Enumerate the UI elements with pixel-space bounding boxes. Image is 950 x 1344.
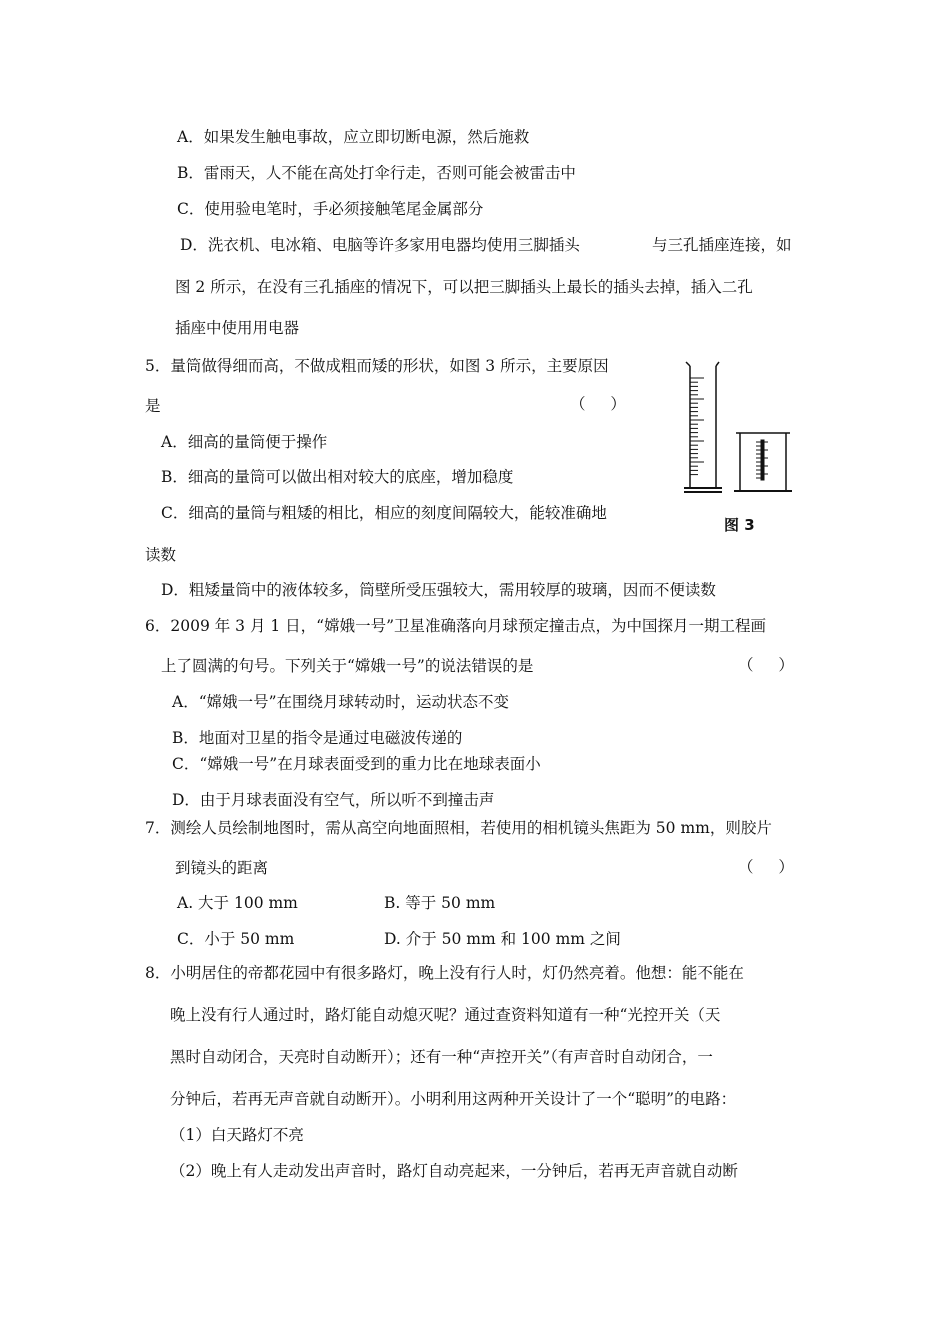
short-cylinder-scale xyxy=(756,440,768,480)
q6-option-b: B．地面对卫星的指令是通过电磁波传递的 xyxy=(172,729,463,747)
q4-option-c: C．使用验电笔时，手必须接触笔尾金属部分 xyxy=(177,200,484,218)
q8-condition-1: （1）白天路灯不亮 xyxy=(170,1126,304,1144)
q7-answer-blank: （ ） xyxy=(738,858,804,876)
q5-answer-blank: （ ） xyxy=(570,395,636,413)
tall-cylinder-scale xyxy=(690,378,704,475)
q4-option-a: A．如果发生触电事故，应立即切断电源，然后施救 xyxy=(177,128,530,146)
q8-line1: 8．小明居住的帝都花园中有很多路灯，晚上没有行人时，灯仍然亮着。他想：能不能在 xyxy=(145,964,744,982)
q5-stem-line2: 是 xyxy=(145,397,161,415)
q4-option-d-line1-end: 与三孔插座连接，如 xyxy=(652,236,792,254)
figure-3-measuring-cylinders xyxy=(682,360,802,500)
q8-condition-2: （2）晚上有人走动发出声音时，路灯自动亮起来，一分钟后，若再无声音就自动断 xyxy=(170,1162,738,1180)
q8-line3: 黑时自动闭合，天亮时自动断开）；还有一种“声控开关”（有声音时自动闭合，一 xyxy=(170,1048,713,1066)
q5-option-a: A．细高的量筒便于操作 xyxy=(161,433,328,451)
q6-option-c: C．“嫦娥一号”在月球表面受到的重力比在地球表面小 xyxy=(172,755,541,773)
q6-stem-line2: 上了圆满的句号。下列关于“嫦娥一号”的说法错误的是 xyxy=(161,657,534,675)
q6-stem-line1: 6．2009 年 3 月 1 日，“嫦娥一号”卫星准确落向月球预定撞击点，为中国探月一期工程画 xyxy=(145,617,767,635)
q8-line4: 分钟后，若再无声音就自动断开）。小明利用这两种开关设计了一个“聪明”的电路： xyxy=(170,1090,737,1108)
q5-option-c-line1: C．细高的量筒与粗矮的相比，相应的刻度间隔较大，能较准确地 xyxy=(161,504,607,522)
q7-option-b: B. 等于 50 mm xyxy=(384,894,496,912)
q5-stem-line1: 5．量筒做得细而高，不做成粗而矮的形状，如图 3 所示，主要原因 xyxy=(145,357,609,375)
q5-option-d: D．粗矮量筒中的液体较多，筒壁所受压强较大，需用较厚的玻璃，因而不便读数 xyxy=(161,581,716,599)
figure-3-caption: 图 3 xyxy=(724,516,755,534)
q8-line2: 晚上没有行人通过时，路灯能自动熄灭呢？通过查资料知道有一种“光控开关（天 xyxy=(170,1006,721,1024)
q7-option-a: A. 大于 100 mm xyxy=(177,894,298,912)
q6-option-d: D．由于月球表面没有空气，所以听不到撞击声 xyxy=(172,791,495,809)
q6-answer-blank: （ ） xyxy=(738,656,804,674)
q7-stem-line2: 到镜头的距离 xyxy=(175,859,269,877)
q7-option-c: C．小于 50 mm xyxy=(177,930,295,948)
q5-option-c-line2: 读数 xyxy=(145,546,177,564)
q5-option-b: B．细高的量筒可以做出相对较大的底座，增加稳度 xyxy=(161,468,514,486)
q4-option-b: B．雷雨天，人不能在高处打伞行走，否则可能会被雷击中 xyxy=(177,164,576,182)
q6-option-a: A．“嫦娥一号”在围绕月球转动时，运动状态不变 xyxy=(172,693,510,711)
q7-option-d: D. 介于 50 mm 和 100 mm 之间 xyxy=(384,930,621,948)
q7-stem-line1: 7．测绘人员绘制地图时，需从高空向地面照相，若使用的相机镜头焦距为 50 mm，则胶片 xyxy=(145,819,772,837)
q4-option-d-line3: 插座中使用用电器 xyxy=(175,319,300,337)
q4-option-d-line1: D．洗衣机、电冰箱、电脑等许多家用电器均使用三脚插头 xyxy=(180,236,580,254)
tall-cylinder xyxy=(684,362,722,492)
q4-option-d-line2: 图 2 所示，在没有三孔插座的情况下，可以把三脚插头上最长的插头去掉，插入二孔 xyxy=(175,278,753,296)
